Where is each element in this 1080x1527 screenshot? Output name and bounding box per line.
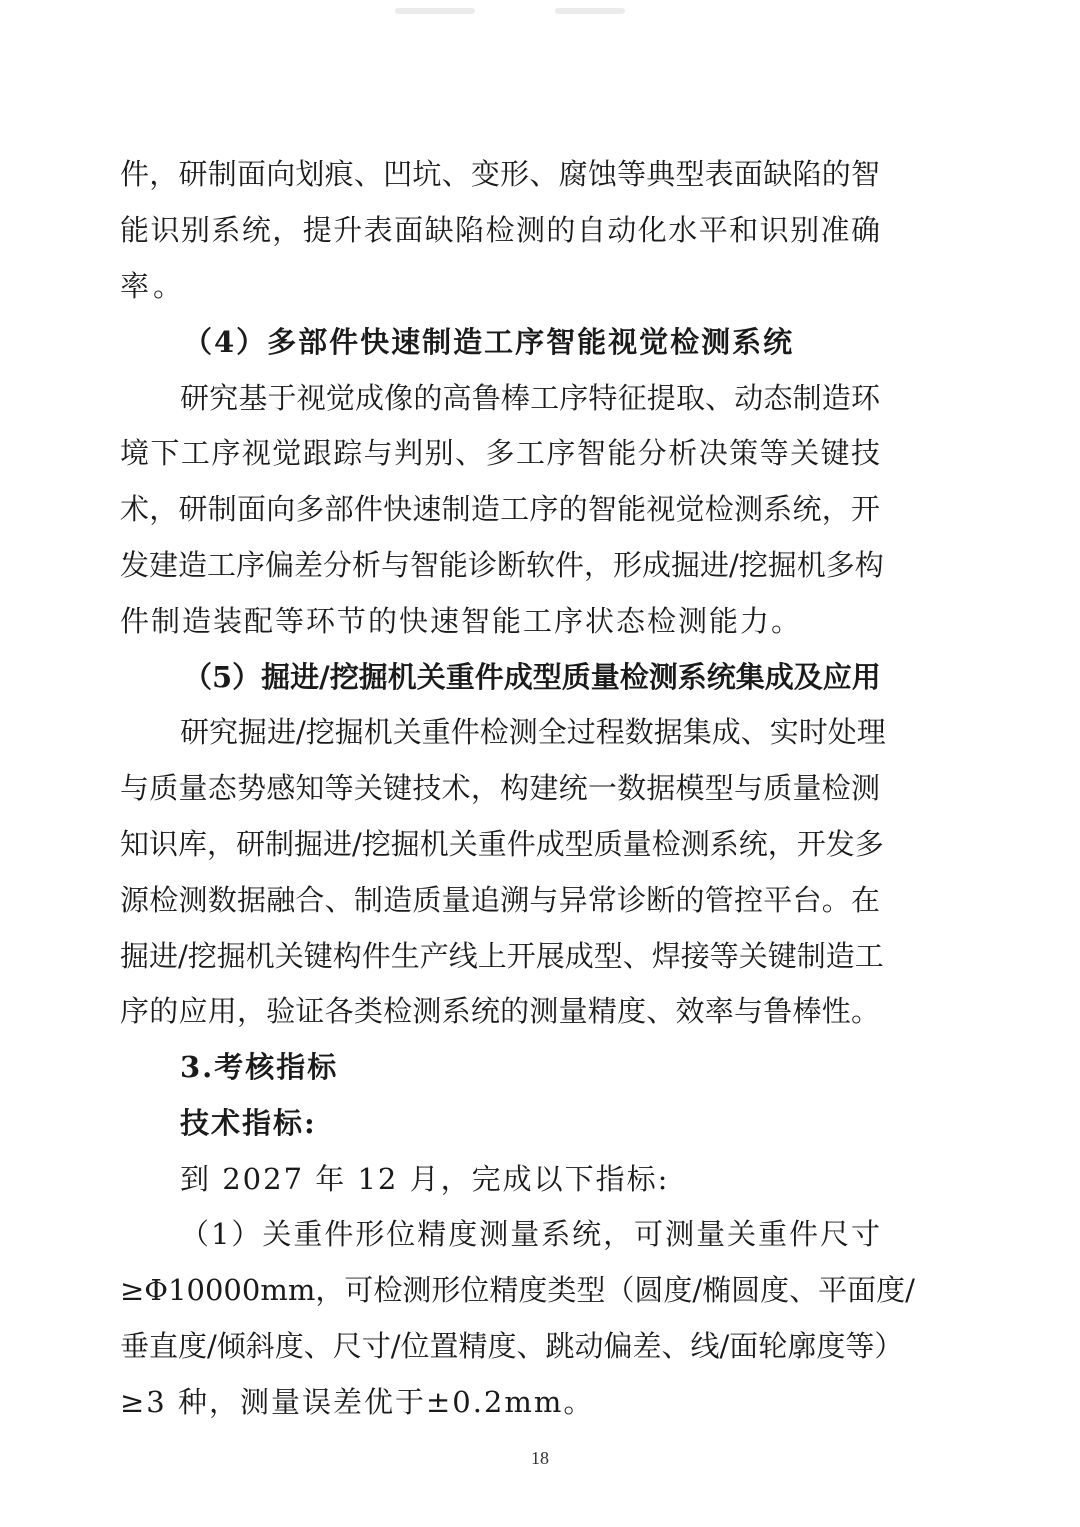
paragraph-line: 知识库，研制掘进/挖掘机关重件成型质量检测系统，开发多 (120, 827, 884, 861)
subsection-heading: 技术指标: (180, 1106, 317, 1140)
paragraph-line: ≥3 种，测量误差优于±0.2mm。 (120, 1385, 595, 1419)
paragraph-line: 掘进/挖掘机关键构件生产线上开展成型、焊接等关键制造工 (120, 939, 884, 973)
paragraph-line: ≥Φ10000mm，可检测形位精度类型（圆度/椭圆度、平面度/ (120, 1273, 915, 1307)
paragraph-line: 件，研制面向划痕、凹坑、变形、腐蚀等典型表面缺陷的智 (120, 157, 880, 191)
scan-artifact (555, 8, 625, 14)
section-heading: 3.考核指标 (180, 1050, 339, 1084)
paragraph-line: 发建造工序偏差分析与智能诊断软件，形成掘进/挖掘机多构 (120, 548, 884, 582)
paragraph-line: 境下工序视觉跟踪与判别、多工序智能分析决策等关键技 (120, 436, 880, 470)
paragraph-line: 研究掘进/挖掘机关重件检测全过程数据集成、实时处理 (180, 715, 886, 749)
paragraph-line: 与质量态势感知等关键技术，构建统一数据模型与质量检测 (120, 771, 880, 805)
page-number: 18 (531, 1448, 549, 1468)
paragraph-line: 到 2027 年 12 月，完成以下指标: (180, 1162, 670, 1196)
paragraph-line: 源检测数据融合、制造质量追溯与异常诊断的管控平台。在 (120, 883, 880, 917)
paragraph-line: 件制造装配等环节的快速智能工序状态检测能力。 (120, 604, 803, 638)
paragraph-line: （1）关重件形位精度测量系统，可测量关重件尺寸 (180, 1217, 880, 1251)
paragraph-line: 率。 (120, 269, 187, 303)
paragraph-line: 研究基于视觉成像的高鲁棒工序特征提取、动态制造环 (180, 381, 880, 415)
section-heading: （4）多部件快速制造工序智能视觉检测系统 (183, 325, 795, 359)
paragraph-line: 术，研制面向多部件快速制造工序的智能视觉检测系统，开 (120, 492, 880, 526)
section-heading: （5）掘进/挖掘机关重件成型质量检测系统集成及应用 (183, 660, 881, 694)
paragraph-line: 能识别系统，提升表面缺陷检测的自动化水平和识别准确 (120, 213, 880, 247)
scan-artifact (395, 8, 475, 14)
paragraph-line: 序的应用，验证各类检测系统的测量精度、效率与鲁棒性。 (120, 994, 880, 1028)
paragraph-line: 垂直度/倾斜度、尺寸/位置精度、跳动偏差、线/面轮廓度等） (120, 1329, 904, 1363)
